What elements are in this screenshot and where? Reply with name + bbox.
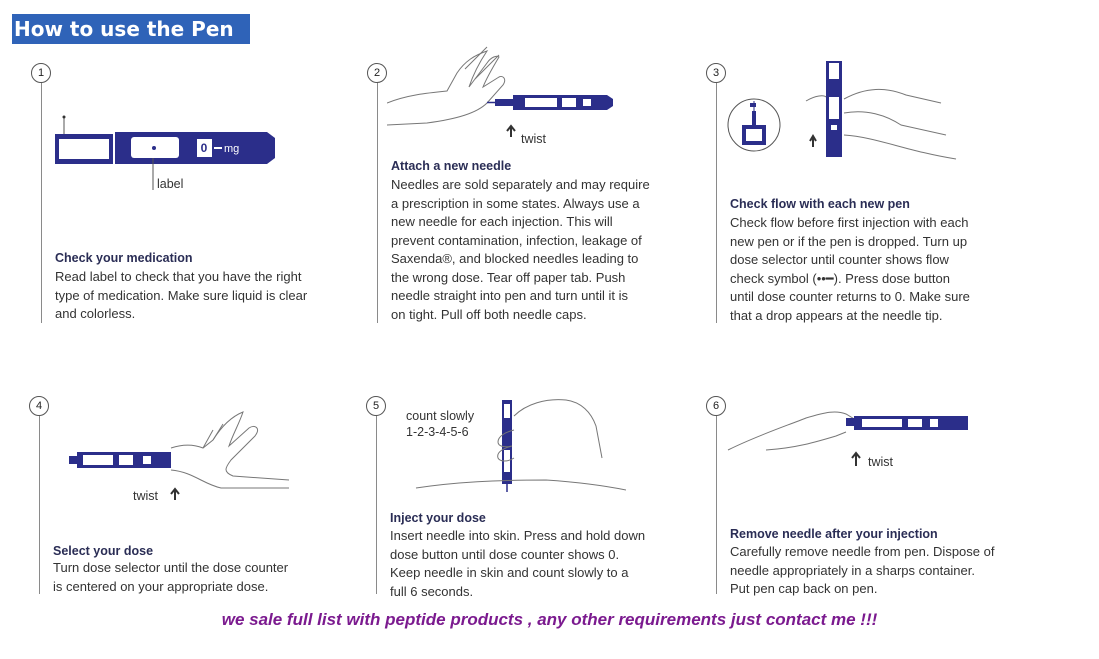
step-body: Carefully remove needle from pen. Dispose of needle appropriately in a sharps container. Put pen cap back on pen. bbox=[730, 544, 995, 596]
dose-unit: mg bbox=[224, 143, 240, 155]
step-heading: Attach a new needle bbox=[391, 159, 512, 173]
select-dose-illustration bbox=[53, 404, 293, 509]
step-number: 3 bbox=[706, 63, 726, 83]
step-2 bbox=[373, 63, 697, 323]
step-body: Needles are sold separately and may require a prescription in some states. Always use a new needle for each injection. This will prevent contamination, infection, leakage of Saxenda®, and blocked needles leading to the wrong dose. Tear off paper tab. Push needle straight into pen and turn until it is on tight. Pull off both needle caps. bbox=[391, 177, 650, 322]
count-sequence: 1-2-3-4-5-6 bbox=[406, 425, 469, 439]
step-divider bbox=[716, 406, 717, 594]
step-number: 1 bbox=[31, 63, 51, 83]
inject-dose-illustration bbox=[406, 396, 626, 496]
twist-label: twist bbox=[521, 132, 546, 146]
step-number: 4 bbox=[29, 396, 49, 416]
attach-needle-illustration bbox=[387, 43, 637, 153]
step-4 bbox=[35, 396, 359, 594]
step-number: 5 bbox=[366, 396, 386, 416]
step-3 bbox=[712, 63, 1036, 323]
step-body: Read label to check that you have the right type of medication. Make sure liquid is clear and colorless. bbox=[55, 269, 308, 321]
page-title: How to use the Pen ? bbox=[12, 14, 250, 44]
step-number: 2 bbox=[367, 63, 387, 83]
step-5 bbox=[372, 396, 696, 599]
step-body: Insert needle into skin. Press and hold down dose button until dose counter shows 0. Keep needle in skin and count slowly to a full 6 seconds. bbox=[390, 528, 646, 599]
step-heading: Inject your dose bbox=[390, 511, 486, 525]
flow-check-illustration bbox=[726, 55, 966, 165]
step-divider bbox=[377, 73, 378, 323]
step-divider bbox=[41, 73, 42, 323]
step-heading: Remove needle after your injection bbox=[730, 527, 938, 541]
step-divider bbox=[716, 73, 717, 323]
step-number: 6 bbox=[706, 396, 726, 416]
label-callout: label bbox=[157, 177, 184, 191]
twist-label: twist bbox=[133, 489, 158, 503]
step-heading: Check flow with each new pen bbox=[730, 197, 910, 211]
step-heading: Check your medication bbox=[55, 251, 193, 265]
dose-counter: 0 bbox=[200, 141, 208, 155]
remove-needle-illustration bbox=[726, 396, 976, 476]
twist-label: twist bbox=[868, 455, 893, 469]
step-divider bbox=[39, 406, 40, 594]
step-divider bbox=[376, 406, 377, 594]
promo-footer: we sale full list with peptide products , any other requirements just contact me !!! bbox=[221, 610, 878, 629]
step-body: Turn dose selector until the dose counter is centered on your appropriate dose. bbox=[53, 560, 289, 594]
pen-label-illustration bbox=[53, 108, 283, 198]
step-1 bbox=[37, 63, 361, 323]
count-label: count slowly bbox=[406, 409, 475, 423]
step-heading: Select your dose bbox=[53, 544, 154, 558]
step-body: Check flow before first injection with each new pen or if the pen is dropped. Turn up dose selector until counter shows flow check symbol (••━). Press dose button until dose counter returns to 0. Make sure that a drop appears at the needle tip. bbox=[730, 215, 970, 323]
step-6 bbox=[712, 396, 1036, 596]
